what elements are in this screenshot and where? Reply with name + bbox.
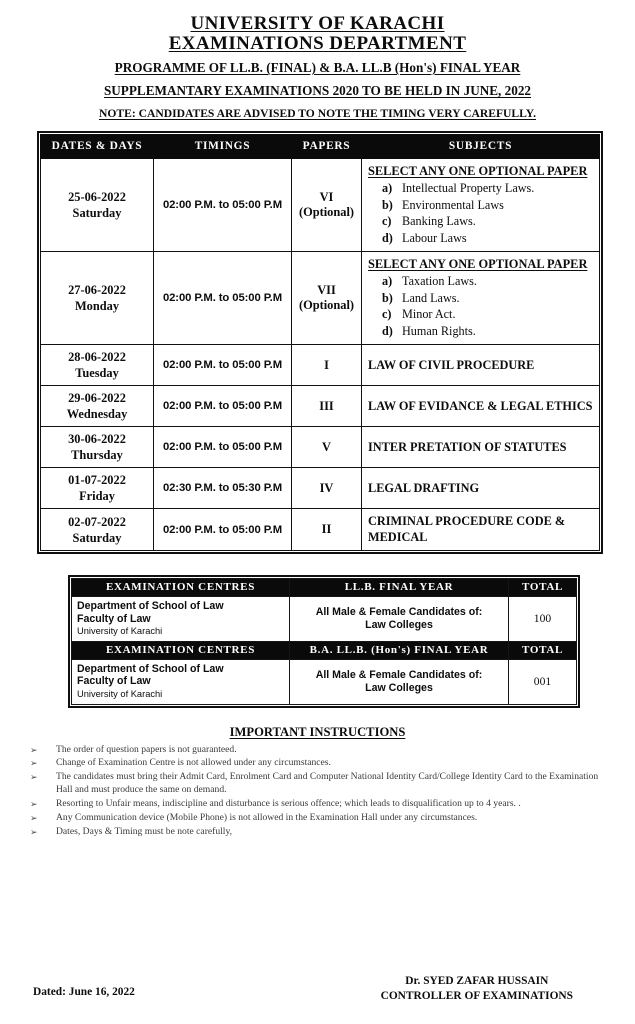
exam-day: Saturday xyxy=(72,206,122,220)
cell-total: 001 xyxy=(509,659,577,704)
table-row xyxy=(41,468,600,509)
cell-timing: 02:30 P.M. to 05:30 P.M xyxy=(154,468,292,509)
paper-number: VII xyxy=(317,283,336,297)
candidates-line-1: All Male & Female Candidates of: xyxy=(315,605,483,618)
exam-date: 30-06-2022 xyxy=(68,432,126,446)
option-marker: b) xyxy=(382,197,393,212)
option-marker: a) xyxy=(382,181,393,195)
option-label: Taxation Laws. xyxy=(402,274,477,288)
option-label: Land Laws. xyxy=(402,290,460,305)
table-row xyxy=(41,509,600,551)
examination-centres-table xyxy=(71,578,577,705)
centres-table-body xyxy=(72,579,577,705)
optional-paper-heading: SELECT ANY ONE OPTIONAL PAPER xyxy=(368,257,588,271)
exam-date: 29-06-2022 xyxy=(68,391,126,405)
option-marker: c) xyxy=(382,307,392,321)
schedule-header-row xyxy=(41,135,600,159)
list-item xyxy=(382,290,593,307)
subject-name: LAW OF EVIDANCE & LEGAL ETHICS xyxy=(368,398,593,413)
option-label: Labour Laws xyxy=(402,230,467,245)
arrow-bullet-icon: ➢ xyxy=(30,826,38,837)
cell-subject xyxy=(362,427,600,468)
instruction-item xyxy=(30,826,617,838)
programme-subtitle-line2-text: SUPPLEMANTARY EXAMINATIONS 2020 TO BE HELD IN JUNE, 2022 xyxy=(103,83,532,98)
cell-date-day xyxy=(41,509,154,551)
cell-timing: 02:00 P.M. to 05:00 P.M xyxy=(154,427,292,468)
centre-line-3: University of Karachi xyxy=(77,626,163,637)
option-label: Environmental Laws xyxy=(402,197,504,212)
option-label: Human Rights. xyxy=(402,323,476,338)
paper-optional-note: (Optional) xyxy=(298,298,355,312)
instruction-text: The order of question papers is not guaranteed. xyxy=(56,743,237,755)
table-row xyxy=(72,597,577,642)
schedule-table-head xyxy=(41,135,600,159)
subject-name: INTER PRETATION OF STATUTES xyxy=(368,439,567,454)
programme-subtitle-line1 xyxy=(0,58,635,77)
cell-paper xyxy=(292,345,362,386)
exam-date: 02-07-2022 xyxy=(68,514,126,529)
instruction-item xyxy=(30,744,617,756)
examination-centres-table-container xyxy=(68,575,580,708)
list-item xyxy=(382,197,593,214)
cell-paper xyxy=(292,159,362,252)
paper-number: I xyxy=(324,357,329,372)
instruction-text: Resorting to Unfair means, indiscipline and disturbance is serious offence; which leads to disqualification up to 4 years. . xyxy=(56,797,521,809)
instruction-text: Any Communication device (Mobile Phone) is not allowed in the Examination Hall under any circumstances. xyxy=(56,811,478,823)
programme-subtitle-line2 xyxy=(0,81,635,100)
cell-date-day xyxy=(41,345,154,386)
column-header-total: TOTAL xyxy=(509,641,577,659)
exam-day: Tuesday xyxy=(75,366,119,380)
subject-name: LAW OF CIVIL PROCEDURE xyxy=(368,357,535,372)
list-item xyxy=(382,273,593,290)
instruction-item xyxy=(30,771,617,796)
arrow-bullet-icon: ➢ xyxy=(30,798,38,809)
paper-number: IV xyxy=(319,480,334,495)
instruction-text: Dates, Days & Timing must be note carefully, xyxy=(56,825,233,837)
cell-paper xyxy=(292,468,362,509)
signatory-title: CONTROLLER OF EXAMINATIONS xyxy=(380,990,573,1002)
exam-day: Wednesday xyxy=(66,407,128,421)
signatory-name: Dr. SYED ZAFAR HUSSAIN xyxy=(405,975,549,987)
option-label: Minor Act. xyxy=(402,307,456,321)
cell-paper xyxy=(292,252,362,345)
exam-schedule-table-container xyxy=(37,131,603,554)
table-row xyxy=(41,159,600,252)
timing-note-text: NOTE: CANDIDATES ARE ADVISED TO NOTE THE TIMING VERY CAREFULLY. xyxy=(98,107,537,120)
table-row xyxy=(41,252,600,345)
paper-number: V xyxy=(322,439,331,454)
cell-centre-address xyxy=(72,597,290,642)
table-row xyxy=(41,427,600,468)
column-header-examination-centres: EXAMINATION CENTRES xyxy=(72,641,290,659)
exam-date: 28-06-2022 xyxy=(68,350,126,364)
cell-subject xyxy=(362,252,600,345)
organization-title-line1-text: UNIVERSITY OF KARACHI xyxy=(190,13,445,34)
option-label: Intellectual Property Laws. xyxy=(402,181,535,195)
instruction-text: Change of Examination Centre is not allowed under any circumstances. xyxy=(56,757,331,769)
candidates-line-2: Law Colleges xyxy=(365,681,433,694)
cell-timing: 02:00 P.M. to 05:00 P.M xyxy=(154,159,292,252)
programme-subtitle-line1-text: PROGRAMME OF LL.B. (FINAL) & B.A. LL.B (Hon's) FINAL YEAR xyxy=(114,60,521,75)
list-item xyxy=(382,230,593,247)
column-header-subjects: SUBJECTS xyxy=(362,135,600,159)
column-header-total: TOTAL xyxy=(509,579,577,597)
document-header xyxy=(0,0,635,122)
paper-optional-note: (Optional) xyxy=(298,205,355,219)
cell-paper xyxy=(292,427,362,468)
exam-day: Saturday xyxy=(72,530,122,545)
paper-number: II xyxy=(321,522,332,536)
timing-note xyxy=(0,106,635,122)
option-marker: d) xyxy=(382,323,393,338)
cell-centre-address xyxy=(72,659,290,704)
column-header-programme: B.A. LL.B. (Hon's) FINAL YEAR xyxy=(290,641,509,659)
list-item xyxy=(382,213,593,230)
centres-header-row xyxy=(72,641,577,659)
centre-line-1: Department of School of Law xyxy=(77,662,224,675)
cell-paper xyxy=(292,386,362,427)
instructions-list xyxy=(30,744,617,838)
cell-subject xyxy=(362,159,600,252)
cell-date-day xyxy=(41,427,154,468)
column-header-dates-days: DATES & DAYS xyxy=(41,135,154,159)
cell-subject xyxy=(362,345,600,386)
option-marker: d) xyxy=(382,230,393,245)
centre-line-1: Department of School of Law xyxy=(77,600,224,612)
paper-number: III xyxy=(319,398,334,413)
cell-date-day xyxy=(41,159,154,252)
instruction-item xyxy=(30,812,617,824)
list-item xyxy=(382,180,593,197)
cell-subject xyxy=(362,468,600,509)
optional-paper-heading: SELECT ANY ONE OPTIONAL PAPER xyxy=(368,164,588,178)
centres-header-row xyxy=(72,579,577,597)
exam-day: Monday xyxy=(74,299,120,313)
list-item xyxy=(382,306,593,323)
cell-candidates xyxy=(290,597,509,642)
cell-timing: 02:00 P.M. to 05:00 P.M xyxy=(154,252,292,345)
exam-date: 27-06-2022 xyxy=(68,283,126,297)
organization-title-line1 xyxy=(0,14,635,34)
arrow-bullet-icon: ➢ xyxy=(30,744,38,755)
centre-line-2: Faculty of Law xyxy=(77,675,151,688)
candidates-line-2: Law Colleges xyxy=(365,618,433,631)
exam-date: 01-07-2022 xyxy=(68,473,126,487)
column-header-papers: PAPERS xyxy=(292,135,362,159)
instruction-item xyxy=(30,798,617,810)
instructions-title: IMPORTANT INSTRUCTIONS xyxy=(229,724,406,739)
organization-title-line2 xyxy=(0,34,635,54)
cell-paper xyxy=(292,509,362,551)
arrow-bullet-icon: ➢ xyxy=(30,772,38,783)
subject-name: CRIMINAL PROCEDURE CODE & MEDICAL xyxy=(368,514,566,544)
cell-date-day xyxy=(41,252,154,345)
document-date: Dated: June 16, 2022 xyxy=(33,986,135,998)
instruction-text: The candidates must bring their Admit Card, Enrolment Card and Computer National Identity Card/College Identity Card to the Examination Hall and must produce the same on demand. xyxy=(56,771,599,795)
table-row xyxy=(41,345,600,386)
exam-schedule-table xyxy=(40,134,600,551)
cell-subject xyxy=(362,386,600,427)
option-marker: c) xyxy=(382,214,392,228)
column-header-examination-centres: EXAMINATION CENTRES xyxy=(72,579,290,597)
centre-line-3: University of Karachi xyxy=(77,688,163,699)
table-row xyxy=(41,386,600,427)
cell-date-day xyxy=(41,468,154,509)
option-label: Banking Laws. xyxy=(402,214,476,228)
exam-day: Friday xyxy=(79,489,115,503)
table-row xyxy=(72,659,577,704)
option-marker: b) xyxy=(382,290,393,305)
cell-timing: 02:00 P.M. to 05:00 P.M xyxy=(154,509,292,551)
instruction-item xyxy=(30,757,617,769)
centre-line-2: Faculty of Law xyxy=(77,612,151,625)
list-item xyxy=(382,323,593,340)
arrow-bullet-icon: ➢ xyxy=(30,758,38,769)
document-footer xyxy=(0,972,635,1012)
schedule-table-body xyxy=(41,159,600,551)
organization-title-line2-text: EXAMINATIONS DEPARTMENT xyxy=(168,33,467,54)
cell-timing: 02:00 P.M. to 05:00 P.M xyxy=(154,386,292,427)
column-header-timings: TIMINGS xyxy=(154,135,292,159)
column-header-programme: LL.B. FINAL YEAR xyxy=(290,579,509,597)
exam-day: Thursday xyxy=(71,448,123,462)
subject-name: LEGAL DRAFTING xyxy=(368,480,480,495)
exam-date: 25-06-2022 xyxy=(68,190,126,204)
cell-date-day xyxy=(41,386,154,427)
optional-paper-list xyxy=(368,180,593,246)
optional-paper-list xyxy=(368,273,593,339)
cell-total: 100 xyxy=(509,597,577,642)
signature-block xyxy=(381,974,573,1004)
paper-number: VI xyxy=(319,190,334,204)
arrow-bullet-icon: ➢ xyxy=(30,812,38,823)
cell-timing: 02:00 P.M. to 05:00 P.M xyxy=(154,345,292,386)
cell-candidates xyxy=(290,659,509,704)
candidates-line-1: All Male & Female Candidates of: xyxy=(315,668,483,681)
option-marker: a) xyxy=(382,274,393,288)
cell-subject xyxy=(362,509,600,551)
